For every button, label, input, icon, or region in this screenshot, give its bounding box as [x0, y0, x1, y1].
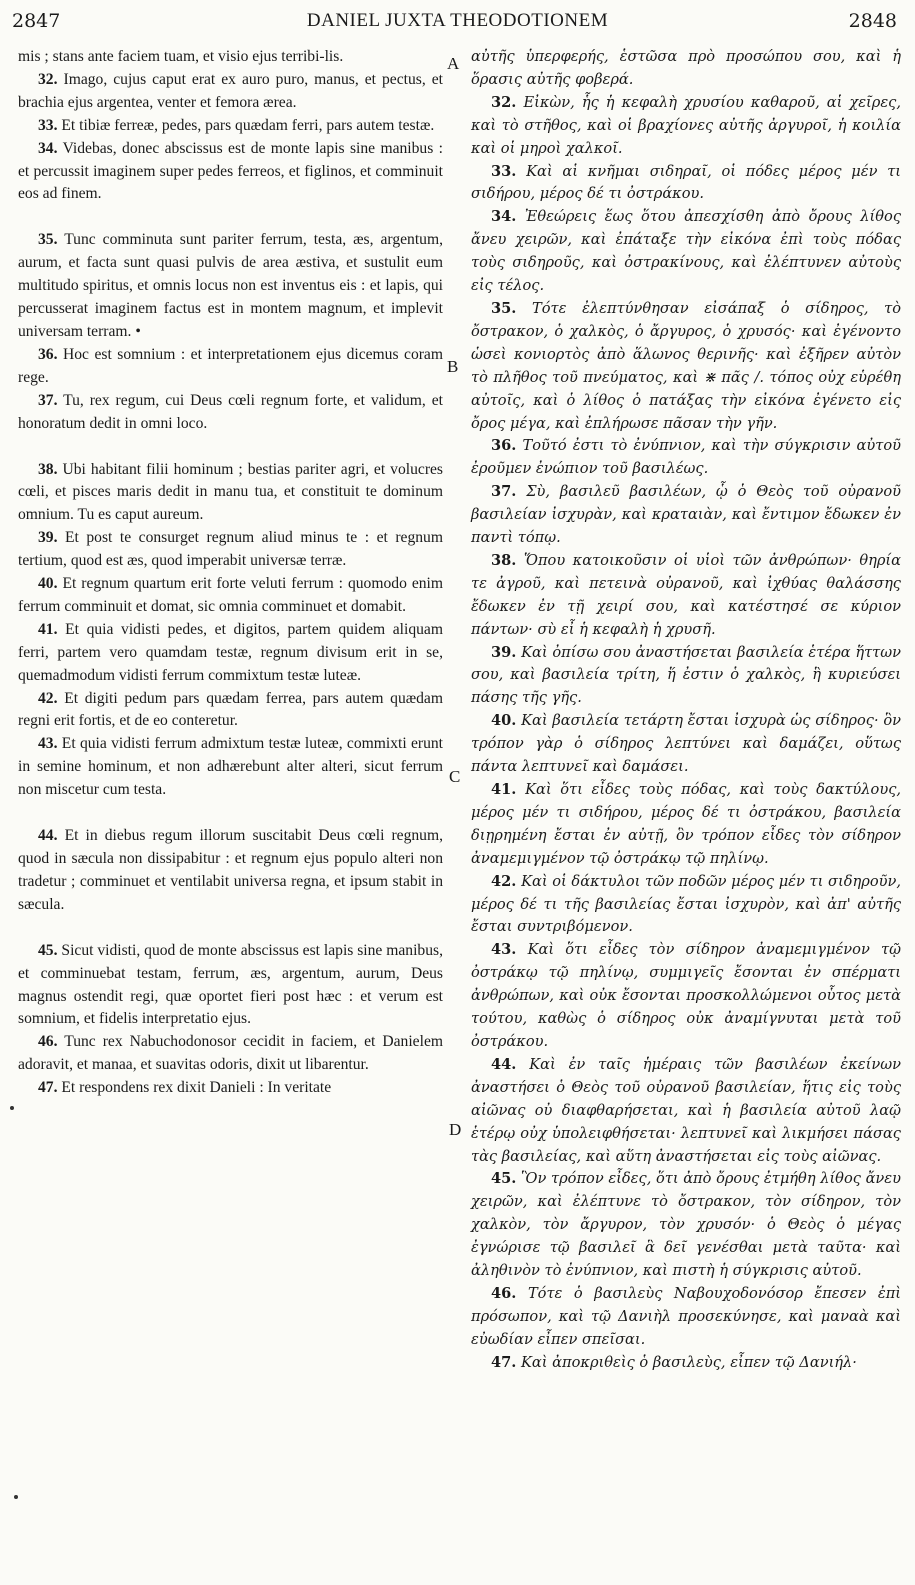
verse-text: Et post te consurget regnum aliud minus te : et regnum tertium, quod est æs, quod imperabit universæ terræ.: [18, 529, 443, 570]
verse-text: Tunc rex Nabuchodonosor cecidit in faciem, et Danielem adoravit, et manaa, et suavitas odoris, dixit ut libarentur.: [18, 1033, 443, 1074]
greek-verse-45: [471, 1168, 901, 1283]
verse-number: 33.: [38, 116, 58, 134]
verse-number: 37.: [491, 483, 517, 501]
verse-number: 45.: [38, 941, 58, 959]
verse-text: Καὶ αἱ κνῆμαι σιδηραῖ, οἱ πόδες μέρος μέν τι σιδήρου, μέρος δέ τι ὀστράκου.: [471, 162, 901, 203]
greek-verse-36: [471, 435, 901, 481]
latin-column: [18, 46, 443, 1100]
page-number-right: 2848: [848, 10, 897, 32]
latin-verse-41: [18, 619, 443, 688]
verse-number: 38.: [491, 551, 517, 569]
greek-verse-32: [471, 92, 901, 161]
verse-number: 39.: [38, 529, 58, 547]
verse-number: 43.: [491, 941, 517, 959]
verse-number: 44.: [491, 1055, 517, 1073]
verse-text: Καὶ ἐν ταῖς ἡμέραις τῶν βασιλέων ἐκείνων ἀναστήσει ὁ Θεὸς τοῦ οὐρανοῦ βασιλείαν, ἥτις εἰς τοὺς αἰῶνας οὐ διαφθαρήσεται, καὶ ἡ βασιλεία αὐτοῦ λαῷ ἑτέρῳ οὐχ ὑπολειφθήσεται· λεπτυνεῖ καὶ λικμήσει πάσας τὰς βασιλείας, καὶ αὕτη ἀναστήσεται εἰς τοὺς αἰῶνας.: [471, 1055, 901, 1165]
margin-marker-a: A: [447, 54, 460, 73]
verse-number: 43.: [38, 735, 58, 753]
margin-dot: [10, 1106, 14, 1110]
verse-text: Et quia vidisti pedes, et digitos, partem quidem aliquam ferri, partem vero quamdam testæ, regnum divisum erit in se, quemadmodum vidisti ferrum commixtum testæ luteæ.: [18, 620, 443, 684]
verse-text: Videbas, donec abscissus est de monte lapis sine manibus : et percussit imaginem super pedes ferreos, et figlinos, et comminuit eos ad finem.: [18, 139, 443, 203]
latin-verse-31: [18, 46, 443, 69]
verse-text: Τότε ἐλεπτύνθησαν εἰσάπαξ ὁ σίδηρος, τὸ ὄστρακον, ὁ χαλκὸς, ὁ ἄργυρος, ὁ χρυσός· καὶ ἐγένοντο ὡσεὶ κονιορτὸς ἀπὸ ἅλωνος θερινῆς· καὶ ἐξῆρεν αὐτὸν τὸ πλῆθος τοῦ πνεύματος, καὶ ⋇ πᾶς /. τόπος οὐχ εὑρέθη αὐτοῖς, καὶ ὁ λίθος ὁ πατάξας τὴν εἰκόνα ἐγένετο εἰς ὄρος μέγα, καὶ ἐπλήρωσε πᾶσαν τὴν γῆν.: [471, 299, 901, 432]
verse-text: Et quia vidisti ferrum admixtum testæ luteæ, commixti erunt in semine hominum, et non adhærebunt alter alteri, sicut ferrum non miscetur cum testa.: [18, 735, 443, 799]
verse-text: Hoc est somnium : et interpretationem ejus dicemus coram rege.: [18, 345, 443, 386]
verse-text: Et in diebus regum illorum suscitabit Deus cœli regnum, quod in sæcula non dissipabitur : et regnum ejus populo alteri non tradetur ; comminuet et ventilabit universa regna, et ipsum stabit in sæcula.: [18, 827, 444, 913]
latin-verse-42: [18, 688, 443, 734]
verse-text: Καὶ ὅτι εἶδες τοὺς πόδας, καὶ τοὺς δακτύλους, μέρος μέν τι σιδήρου, μέρος δέ τι ὀστράκου, βασιλεία διῃρημένη ἔσται ἐν αὐτῇ, ὃν τρόπον εἶδες τὸν σίδηρον ἀναμεμιγμένον τῷ ὀστράκῳ τῷ πηλίνῳ.: [471, 781, 902, 867]
verse-text: Et digiti pedum pars quædam ferrea, pars autem quædam regni erit fortis, et de eo conteretur.: [18, 689, 443, 730]
running-title: DANIEL JUXTA THEODOTIONEM: [306, 10, 609, 31]
verse-number: 40.: [491, 712, 517, 730]
verse-number: 32.: [491, 93, 517, 111]
greek-verse-37: [471, 481, 901, 550]
verse-number: 37.: [38, 391, 58, 409]
verse-text: Τοῦτό ἐστι τὸ ἐνύπνιον, καὶ τὴν σύγκρισιν αὐτοῦ ἐροῦμεν ἐνώπιον τοῦ βασιλέως.: [471, 437, 901, 478]
greek-verse-47: [471, 1352, 901, 1375]
verse-text: Ἐθεώρεις ἕως ὅτου ἀπεσχίσθη ἀπὸ ὄρους λίθος ἄνευ χειρῶν, καὶ ἐπάταξε τὴν εἰκόνα ἐπὶ τοὺς πόδας τοὺς σιδηροῦς, καὶ ὀστρακίνους, καὶ ἐλέπτυνεν αὐτοὺς εἰς τέλος.: [471, 208, 901, 295]
greek-verse-46: [471, 1283, 901, 1352]
margin-dot: [14, 1495, 18, 1499]
verse-text: Et regnum quartum erit forte veluti ferrum : quomodo enim ferrum comminuit et domat, sic omnia comminuet et domabit.: [18, 575, 443, 615]
latin-verse-37: [18, 390, 443, 436]
verse-text: Ὃν τρόπον εἶδες, ὅτι ἀπὸ ὄρους ἐτμήθη λίθος ἄνευ χειρῶν, καὶ ἐλέπτυνε τὸ ὄστρακον, τὸν σίδηρον, τὸν χαλκὸν, τὸν ἄργυρον, τὸν χρυσόν· ὁ Θεὸς ὁ μέγας ἐγνώρισε τῷ βασιλεῖ ἃ δεῖ γενέσθαι μετὰ ταῦτα· καὶ ἀληθινὸν τὸ ἐνύπνιον, καὶ πιστὴ ἡ σύγκρισις αὐτοῦ.: [471, 1170, 902, 1280]
verse-text: mis ; stans ante faciem tuam, et visio ejus terribi-lis.: [18, 48, 344, 65]
margin-marker-d: D: [449, 1120, 462, 1139]
verse-text: Imago, cujus caput erat ex auro puro, manus, et pectus, et brachia ejus argentea, venter et femora ærea.: [18, 70, 443, 111]
verse-text: Καὶ ὅτι εἶδες τὸν σίδηρον ἀναμεμιγμένον τῷ ὀστράκῳ τῷ πηλίνῳ, συμμιγεῖς ἔσονται ἐν σπέρματι ἀνθρώπων, καὶ οὐκ ἔσονται προσκολλώμενοι οὗτος μετὰ τούτου, καθὼς ὁ σίδηρος οὐκ ἀναμίγνυται μετὰ τοῦ ὀστράκου.: [471, 941, 901, 1050]
latin-verse-39: [18, 527, 443, 573]
verse-text: Et respondens rex dixit Danieli : In veritate: [61, 1079, 332, 1097]
greek-verse-33: [471, 161, 901, 207]
verse-number: 42.: [38, 689, 58, 707]
verse-number: 36.: [491, 437, 517, 455]
verse-text: αὐτῆς ὑπερφερής, ἑστῶσα πρὸ προσώπου σου, καὶ ἡ ὅρασις αὐτῆς φοβερά.: [471, 48, 901, 88]
verse-text: Καὶ βασιλεία τετάρτη ἔσται ἰσχυρὰ ὡς σίδηρος· ὃν τρόπον γὰρ ὁ σίδηρος λεπτύνει καὶ δαμάζει, οὕτως πάντα λεπτυνεῖ καὶ δαμάσει.: [471, 712, 901, 776]
verse-number: 34.: [38, 139, 58, 157]
latin-verse-47: [18, 1077, 443, 1100]
margin-marker-b: B: [447, 357, 459, 376]
greek-verse-31: [471, 46, 901, 92]
verse-number: 45.: [491, 1170, 517, 1188]
verse-number: 40.: [38, 575, 58, 593]
latin-verse-34: [18, 138, 443, 207]
verse-number: 34.: [491, 208, 517, 226]
verse-text: Tunc comminuta sunt pariter ferrum, testa, æs, argentum, aurum, et facta sunt quasi pulvis de area æstiva, et sustulit eum multitudo spiritus, et omnis locus non est inventus eis : et lapis, qui percusserat imaginem factus est in montem magnum, et implevit universam terram. •: [18, 231, 444, 340]
verse-number: 42.: [491, 872, 517, 890]
greek-column: [471, 46, 901, 1375]
verse-number: 46.: [38, 1033, 58, 1051]
verse-text: Ὅπου κατοικοῦσιν οἱ υἱοὶ τῶν ἀνθρώπων· θηρία τε ἀγροῦ, καὶ πετεινὰ οὐρανοῦ, καὶ ἰχθύας θαλάσσης ἔδωκεν ἐν τῇ χειρί σου, καὶ κατέστησέ σε κύριον πάντων· σὺ εἶ ἡ κεφαλὴ ἡ χρυσῆ.: [471, 551, 902, 638]
verse-number: 39.: [491, 643, 517, 661]
latin-verse-32: [18, 69, 443, 115]
verse-number: 47.: [491, 1353, 517, 1371]
verse-number: 41.: [491, 781, 517, 798]
verse-text: Εἰκὼν, ἧς ἡ κεφαλὴ χρυσίου καθαροῦ, αἱ χεῖρες, καὶ τὸ στῆθος, καὶ οἱ βραχίονες αὐτῆς ἀργυροῖ, ἡ κοιλία καὶ οἱ μηροὶ χαλκοῖ.: [471, 93, 901, 157]
verse-number: 46.: [491, 1284, 517, 1302]
verse-text: Καὶ ἀποκριθεὶς ὁ βασιλεὺς, εἶπεν τῷ Δανιήλ·: [521, 1353, 857, 1371]
verse-number: 32.: [38, 70, 58, 88]
greek-verse-35: [471, 298, 901, 435]
verse-number: 33.: [491, 162, 517, 180]
verse-text: Sicut vidisti, quod de monte abscissus est lapis sine manibus, et comminuebat testam, ferrum, æs, argentum, aurum, Deus magnus ostendit regi, quæ oportet fieri post hæc : et verum est somnium, et fidelis interpretatio ejus.: [18, 941, 443, 1028]
page-header: [0, 6, 915, 36]
greek-verse-43: [471, 939, 901, 1054]
verse-number: 47.: [38, 1079, 58, 1097]
latin-verse-36: [18, 344, 443, 390]
greek-verse-44: [471, 1054, 901, 1169]
latin-verse-43: [18, 733, 443, 802]
latin-verse-45: [18, 940, 443, 1032]
verse-text: Et tibiæ ferreæ, pedes, pars quædam ferri, pars autem testæ.: [61, 116, 435, 134]
verse-text: Ubi habitant filii hominum ; bestias pariter agri, et volucres cœli, et pisces maris dedit in manu tua, et constituit te dominum omnium. Tu es caput aureum.: [18, 460, 443, 524]
greek-verse-40: [471, 710, 901, 779]
greek-verse-39: [471, 642, 901, 711]
latin-verse-46: [18, 1031, 443, 1077]
verse-text: Τότε ὁ βασιλεὺς Ναβουχοδονόσορ ἔπεσεν ἐπὶ πρόσωπον, καὶ τῷ Δανιὴλ προσεκύνησε, καὶ μαναὰ καὶ εὐωδίαν εἶπεν σπεῖσαι.: [471, 1284, 902, 1348]
verse-text: Tu, rex regum, cui Deus cœli regnum forte, et validum, et honoratum dedit in omni loco.: [18, 391, 443, 432]
greek-verse-41: [471, 779, 901, 871]
verse-number: 38.: [38, 460, 58, 478]
latin-verse-33: [18, 115, 443, 138]
verse-number: 35.: [491, 299, 517, 317]
greek-verse-42: [471, 871, 901, 940]
verse-number: 36.: [38, 345, 58, 363]
latin-verse-40: [18, 573, 443, 619]
latin-verse-44: [18, 825, 443, 917]
verse-number: 44.: [38, 827, 58, 845]
verse-text: Σὺ, βασιλεῦ βασιλέων, ᾧ ὁ Θεὸς τοῦ οὐρανοῦ βασιλείαν ἰσχυρὰν, καὶ κραταιὰν, καὶ ἔντιμον ἔδωκεν ἐν παντὶ τόπῳ.: [471, 483, 901, 547]
greek-verse-34: [471, 206, 901, 298]
verse-text: Καὶ οἱ δάκτυλοι τῶν ποδῶν μέρος μέν τι σιδηροῦν, μέρος δέ τι τῆς βασιλείας ἔσται ἰσχυρὸν, καὶ ἀπ' αὐτῆς ἔσται συντριβόμενον.: [471, 872, 901, 936]
latin-verse-38: [18, 459, 443, 528]
page-number-left: 2847: [12, 10, 61, 32]
verse-number: 35.: [38, 231, 58, 249]
verse-text: Καὶ ὀπίσω σου ἀναστήσεται βασιλεία ἑτέρα ἥττων σου, καὶ βασιλεία τρίτη, ἥ ἐστιν ὁ χαλκὸς, ἣ κυριεύσει πάσης τῆς γῆς.: [471, 643, 902, 707]
verse-number: 41.: [38, 620, 58, 638]
greek-verse-38: [471, 550, 901, 642]
latin-verse-35: [18, 229, 443, 344]
margin-marker-c: C: [449, 767, 461, 786]
